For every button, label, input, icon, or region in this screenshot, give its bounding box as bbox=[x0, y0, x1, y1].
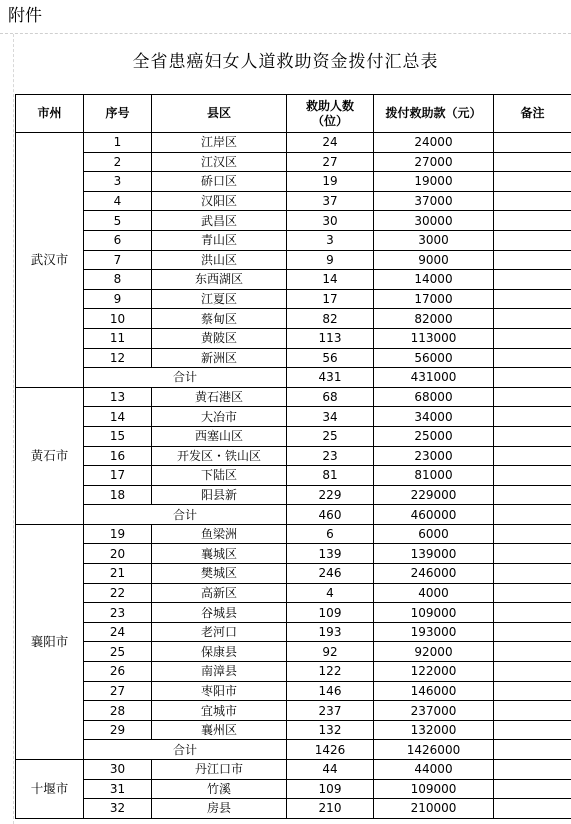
seq-cell: 19 bbox=[84, 524, 152, 544]
count-cell: 246 bbox=[287, 564, 374, 584]
seq-cell: 4 bbox=[84, 191, 152, 211]
county-cell: 樊城区 bbox=[152, 564, 287, 584]
remark-cell bbox=[494, 760, 571, 780]
amount-cell: 122000 bbox=[374, 662, 494, 682]
seq-cell: 5 bbox=[84, 211, 152, 231]
count-cell: 210 bbox=[287, 799, 374, 819]
count-cell: 4 bbox=[287, 583, 374, 603]
table-row bbox=[16, 544, 571, 564]
total-count: 1426 bbox=[287, 740, 374, 760]
remark-cell bbox=[494, 701, 571, 721]
count-cell: 81 bbox=[287, 466, 374, 486]
county-cell: 下陆区 bbox=[152, 466, 287, 486]
county-cell: 襄城区 bbox=[152, 544, 287, 564]
funding-summary-table bbox=[15, 94, 571, 819]
county-cell: 江夏区 bbox=[152, 289, 287, 309]
total-label: 合计 bbox=[84, 740, 287, 760]
seq-cell: 16 bbox=[84, 446, 152, 466]
amount-cell: 23000 bbox=[374, 446, 494, 466]
amount-cell: 9000 bbox=[374, 250, 494, 270]
amount-cell: 146000 bbox=[374, 681, 494, 701]
seq-cell: 26 bbox=[84, 662, 152, 682]
amount-cell: 229000 bbox=[374, 485, 494, 505]
seq-cell: 23 bbox=[84, 603, 152, 623]
amount-cell: 210000 bbox=[374, 799, 494, 819]
table-row bbox=[16, 328, 571, 348]
count-cell: 193 bbox=[287, 622, 374, 642]
total-row bbox=[16, 740, 571, 760]
table-row bbox=[16, 524, 571, 544]
amount-cell: 132000 bbox=[374, 720, 494, 740]
table-row bbox=[16, 662, 571, 682]
count-cell: 9 bbox=[287, 250, 374, 270]
remark-cell bbox=[494, 328, 571, 348]
count-cell: 25 bbox=[287, 426, 374, 446]
seq-cell: 27 bbox=[84, 681, 152, 701]
county-cell: 硚口区 bbox=[152, 172, 287, 192]
table-row bbox=[16, 133, 571, 153]
amount-cell: 4000 bbox=[374, 583, 494, 603]
county-cell: 南漳县 bbox=[152, 662, 287, 682]
county-cell: 黄陂区 bbox=[152, 328, 287, 348]
count-cell: 37 bbox=[287, 191, 374, 211]
total-amount: 1426000 bbox=[374, 740, 494, 760]
count-cell: 14 bbox=[287, 270, 374, 290]
seq-cell: 20 bbox=[84, 544, 152, 564]
city-cell: 十堰市 bbox=[16, 760, 84, 819]
count-cell: 109 bbox=[287, 603, 374, 623]
count-cell: 139 bbox=[287, 544, 374, 564]
total-remark bbox=[494, 505, 571, 525]
seq-cell: 21 bbox=[84, 564, 152, 584]
header-row bbox=[16, 95, 571, 133]
county-cell: 黄石港区 bbox=[152, 387, 287, 407]
table-row bbox=[16, 289, 571, 309]
header-amount: 拨付救助款（元） bbox=[374, 95, 494, 133]
total-amount: 460000 bbox=[374, 505, 494, 525]
county-cell: 老河口 bbox=[152, 622, 287, 642]
seq-cell: 18 bbox=[84, 485, 152, 505]
table-row bbox=[16, 152, 571, 172]
total-amount: 431000 bbox=[374, 368, 494, 388]
table-row bbox=[16, 799, 571, 819]
remark-cell bbox=[494, 133, 571, 153]
count-cell: 6 bbox=[287, 524, 374, 544]
amount-cell: 81000 bbox=[374, 466, 494, 486]
county-cell: 谷城县 bbox=[152, 603, 287, 623]
count-cell: 146 bbox=[287, 681, 374, 701]
table-row bbox=[16, 172, 571, 192]
remark-cell bbox=[494, 270, 571, 290]
amount-cell: 246000 bbox=[374, 564, 494, 584]
header-seq: 序号 bbox=[84, 95, 152, 133]
table-row bbox=[16, 446, 571, 466]
table-row bbox=[16, 564, 571, 584]
table-row bbox=[16, 642, 571, 662]
remark-cell bbox=[494, 622, 571, 642]
page-title: 全省患癌妇女人道救助资金拨付汇总表 bbox=[132, 52, 439, 72]
table-row bbox=[16, 622, 571, 642]
table-row bbox=[16, 760, 571, 780]
seq-cell: 7 bbox=[84, 250, 152, 270]
count-cell: 132 bbox=[287, 720, 374, 740]
amount-cell: 237000 bbox=[374, 701, 494, 721]
total-row bbox=[16, 368, 571, 388]
count-cell: 3 bbox=[287, 230, 374, 250]
total-count: 431 bbox=[287, 368, 374, 388]
count-cell: 24 bbox=[287, 133, 374, 153]
header-county: 县区 bbox=[152, 95, 287, 133]
seq-cell: 25 bbox=[84, 642, 152, 662]
seq-cell: 11 bbox=[84, 328, 152, 348]
amount-cell: 3000 bbox=[374, 230, 494, 250]
table-row bbox=[16, 250, 571, 270]
total-label: 合计 bbox=[84, 505, 287, 525]
remark-cell bbox=[494, 289, 571, 309]
count-cell: 229 bbox=[287, 485, 374, 505]
remark-cell bbox=[494, 642, 571, 662]
county-cell: 新洲区 bbox=[152, 348, 287, 368]
amount-cell: 37000 bbox=[374, 191, 494, 211]
count-cell: 19 bbox=[287, 172, 374, 192]
table-row bbox=[16, 466, 571, 486]
count-cell: 113 bbox=[287, 328, 374, 348]
count-cell: 34 bbox=[287, 407, 374, 427]
table-row bbox=[16, 309, 571, 329]
county-cell: 东西湖区 bbox=[152, 270, 287, 290]
county-cell: 江汉区 bbox=[152, 152, 287, 172]
count-cell: 27 bbox=[287, 152, 374, 172]
total-count: 460 bbox=[287, 505, 374, 525]
remark-cell bbox=[494, 799, 571, 819]
seq-cell: 12 bbox=[84, 348, 152, 368]
amount-cell: 14000 bbox=[374, 270, 494, 290]
amount-cell: 19000 bbox=[374, 172, 494, 192]
count-cell: 17 bbox=[287, 289, 374, 309]
remark-cell bbox=[494, 309, 571, 329]
count-cell: 56 bbox=[287, 348, 374, 368]
county-cell: 宜城市 bbox=[152, 701, 287, 721]
seq-cell: 31 bbox=[84, 779, 152, 799]
table-row bbox=[16, 681, 571, 701]
seq-cell: 28 bbox=[84, 701, 152, 721]
seq-cell: 22 bbox=[84, 583, 152, 603]
amount-cell: 24000 bbox=[374, 133, 494, 153]
amount-cell: 44000 bbox=[374, 760, 494, 780]
amount-cell: 139000 bbox=[374, 544, 494, 564]
county-cell: 竹溪 bbox=[152, 779, 287, 799]
remark-cell bbox=[494, 466, 571, 486]
county-cell: 青山区 bbox=[152, 230, 287, 250]
seq-cell: 6 bbox=[84, 230, 152, 250]
attachment-header bbox=[0, 0, 571, 34]
remark-cell bbox=[494, 485, 571, 505]
table-row bbox=[16, 191, 571, 211]
table-row bbox=[16, 211, 571, 231]
seq-cell: 2 bbox=[84, 152, 152, 172]
count-cell: 44 bbox=[287, 760, 374, 780]
seq-cell: 3 bbox=[84, 172, 152, 192]
amount-cell: 193000 bbox=[374, 622, 494, 642]
count-cell: 82 bbox=[287, 309, 374, 329]
header-count-line1: 救助人数 bbox=[305, 98, 354, 113]
seq-cell: 9 bbox=[84, 289, 152, 309]
seq-cell: 29 bbox=[84, 720, 152, 740]
count-cell: 23 bbox=[287, 446, 374, 466]
county-cell: 枣阳市 bbox=[152, 681, 287, 701]
table-row bbox=[16, 720, 571, 740]
seq-cell: 8 bbox=[84, 270, 152, 290]
amount-cell: 27000 bbox=[374, 152, 494, 172]
amount-cell: 92000 bbox=[374, 642, 494, 662]
seq-cell: 1 bbox=[84, 133, 152, 153]
remark-cell bbox=[494, 544, 571, 564]
table-row bbox=[16, 348, 571, 368]
county-cell: 江岸区 bbox=[152, 133, 287, 153]
total-remark bbox=[494, 368, 571, 388]
amount-cell: 25000 bbox=[374, 426, 494, 446]
remark-cell bbox=[494, 720, 571, 740]
county-cell: 洪山区 bbox=[152, 250, 287, 270]
count-cell: 122 bbox=[287, 662, 374, 682]
count-cell: 237 bbox=[287, 701, 374, 721]
remark-cell bbox=[494, 564, 571, 584]
city-cell: 襄阳市 bbox=[16, 524, 84, 759]
count-cell: 68 bbox=[287, 387, 374, 407]
seq-cell: 15 bbox=[84, 426, 152, 446]
seq-cell: 10 bbox=[84, 309, 152, 329]
total-row bbox=[16, 505, 571, 525]
total-label: 合计 bbox=[84, 368, 287, 388]
county-cell: 房县 bbox=[152, 799, 287, 819]
remark-cell bbox=[494, 152, 571, 172]
remark-cell bbox=[494, 426, 571, 446]
amount-cell: 56000 bbox=[374, 348, 494, 368]
remark-cell bbox=[494, 191, 571, 211]
amount-cell: 68000 bbox=[374, 387, 494, 407]
county-cell: 大冶市 bbox=[152, 407, 287, 427]
amount-cell: 109000 bbox=[374, 779, 494, 799]
remark-cell bbox=[494, 230, 571, 250]
county-cell: 襄州区 bbox=[152, 720, 287, 740]
table-row bbox=[16, 701, 571, 721]
amount-cell: 17000 bbox=[374, 289, 494, 309]
amount-cell: 34000 bbox=[374, 407, 494, 427]
remark-cell bbox=[494, 172, 571, 192]
header-remark: 备注 bbox=[494, 95, 571, 133]
remark-cell bbox=[494, 387, 571, 407]
margin-guide bbox=[13, 34, 14, 824]
table-row bbox=[16, 426, 571, 446]
amount-cell: 6000 bbox=[374, 524, 494, 544]
county-cell: 阳县新 bbox=[152, 485, 287, 505]
count-cell: 109 bbox=[287, 779, 374, 799]
remark-cell bbox=[494, 662, 571, 682]
table-row bbox=[16, 583, 571, 603]
remark-cell bbox=[494, 407, 571, 427]
table-row bbox=[16, 603, 571, 623]
amount-cell: 30000 bbox=[374, 211, 494, 231]
count-cell: 30 bbox=[287, 211, 374, 231]
table-row bbox=[16, 485, 571, 505]
header-count bbox=[287, 95, 374, 133]
seq-cell: 14 bbox=[84, 407, 152, 427]
total-remark bbox=[494, 740, 571, 760]
county-cell: 高新区 bbox=[152, 583, 287, 603]
amount-cell: 82000 bbox=[374, 309, 494, 329]
header-count-line2: （位） bbox=[311, 113, 348, 128]
table-row bbox=[16, 270, 571, 290]
table-row bbox=[16, 387, 571, 407]
remark-cell bbox=[494, 583, 571, 603]
table-row bbox=[16, 230, 571, 250]
county-cell: 武昌区 bbox=[152, 211, 287, 231]
amount-cell: 109000 bbox=[374, 603, 494, 623]
remark-cell bbox=[494, 524, 571, 544]
seq-cell: 13 bbox=[84, 387, 152, 407]
remark-cell bbox=[494, 446, 571, 466]
city-cell: 黄石市 bbox=[16, 387, 84, 524]
seq-cell: 17 bbox=[84, 466, 152, 486]
county-cell: 鱼梁洲 bbox=[152, 524, 287, 544]
county-cell: 保康县 bbox=[152, 642, 287, 662]
county-cell: 汉阳区 bbox=[152, 191, 287, 211]
table-row bbox=[16, 779, 571, 799]
county-cell: 丹江口市 bbox=[152, 760, 287, 780]
remark-cell bbox=[494, 681, 571, 701]
remark-cell bbox=[494, 211, 571, 231]
seq-cell: 32 bbox=[84, 799, 152, 819]
seq-cell: 24 bbox=[84, 622, 152, 642]
table-body bbox=[16, 133, 571, 819]
table-row bbox=[16, 407, 571, 427]
seq-cell: 30 bbox=[84, 760, 152, 780]
header-city: 市州 bbox=[16, 95, 84, 133]
remark-cell bbox=[494, 250, 571, 270]
count-cell: 92 bbox=[287, 642, 374, 662]
attachment-label: 附件 bbox=[8, 6, 42, 26]
county-cell: 西塞山区 bbox=[152, 426, 287, 446]
county-cell: 开发区・铁山区 bbox=[152, 446, 287, 466]
remark-cell bbox=[494, 348, 571, 368]
remark-cell bbox=[494, 779, 571, 799]
remark-cell bbox=[494, 603, 571, 623]
county-cell: 蔡甸区 bbox=[152, 309, 287, 329]
amount-cell: 113000 bbox=[374, 328, 494, 348]
city-cell: 武汉市 bbox=[16, 133, 84, 388]
